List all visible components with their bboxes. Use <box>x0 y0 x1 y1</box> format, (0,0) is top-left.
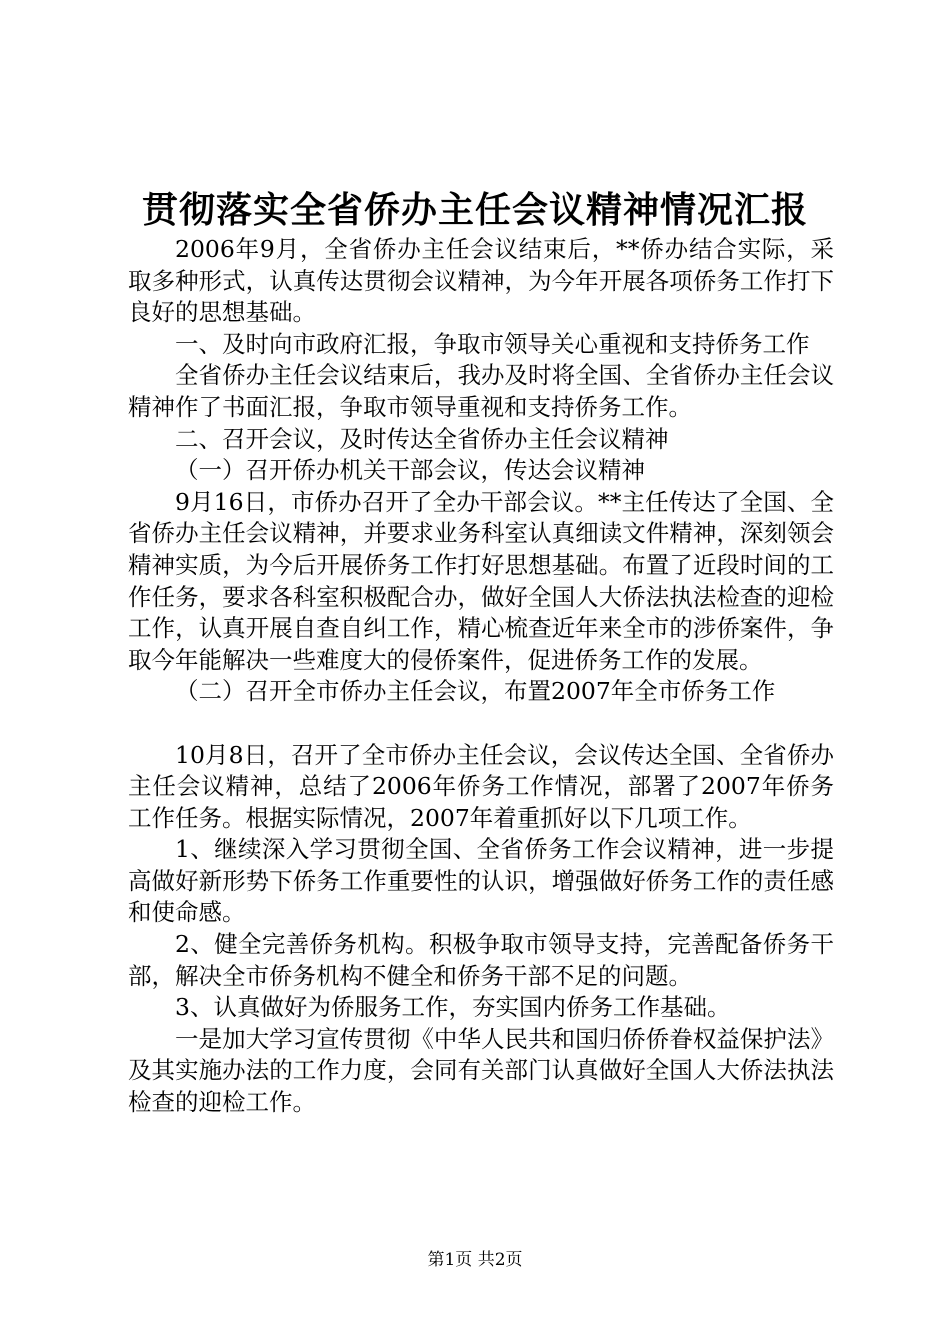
document-body <box>128 234 834 1119</box>
heading-subsection-2: （二）召开全市侨办主任会议，布置2007年全市侨务工作 <box>175 677 776 706</box>
paragraph-subsection-2: 10月8日，召开了全市侨办主任会议，会议传达全国、全省侨办主任会议精神，总结了2006年侨务工作情况，部署了2007年侨务工作任务。根据实际情况，2007年着重抓好以下几项工作。 <box>128 740 834 832</box>
document-title: 贯彻落实全省侨办主任会议精神情况汇报 <box>141 189 808 231</box>
paragraph-section-1: 全省侨办主任会议结束后，我办及时将全国、全省侨办主任会议精神作了书面汇报，争取市领导重视和支持侨务工作。 <box>128 361 834 421</box>
heading-section-1: 一、及时向市政府汇报，争取市领导关心重视和支持侨务工作 <box>175 329 810 358</box>
blank-line <box>128 708 834 740</box>
heading-subsection-1: （一）召开侨办机关干部会议，传达会议精神 <box>175 456 645 485</box>
paragraph-item-3-detail: 一是加大学习宣传贯彻《中华人民共和国归侨侨眷权益保护法》及其实施办法的工作力度，会同有关部门认真做好全国人大侨法执法检查的迎检工作。 <box>128 1024 834 1117</box>
list-item-3: 3、认真做好为侨服务工作，夯实国内侨务工作基础。 <box>175 993 731 1022</box>
page-footer: 第1页 共2页 <box>427 1250 523 1270</box>
list-item-1: 1、继续深入学习贯彻全国、全省侨务工作会议精神，进一步提高做好新形势下侨务工作重要性的认识，增强做好侨务工作的责任感和使命感。 <box>128 835 834 927</box>
list-item-2: 2、健全完善侨务机构。积极争取市领导支持，完善配备侨务干部，解决全市侨务机构不健全和侨务干部不足的问题。 <box>128 930 834 990</box>
heading-section-2: 二、召开会议，及时传达全省侨办主任会议精神 <box>175 424 669 453</box>
paragraph-intro: 2006年9月，全省侨办主任会议结束后，**侨办结合实际，采取多种形式，认真传达贯彻会议精神，为今年开展各项侨务工作打下良好的思想基础。 <box>128 235 834 327</box>
paragraph-subsection-1: 9月16日，市侨办召开了全办干部会议。**主任传达了全国、全省侨办主任会议精神，并要求业务科室认真细读文件精神，深刻领会精神实质，为今后开展侨务工作打好思想基础。布置了近段时间的工作任务，要求各科室积极配合办，做好全国人大侨法执法检查的迎检工作，认真开展自查自纠工作，精心梳查近年来全市的涉侨案件，争取今年能解决一些难度大的侵侨案件，促进侨务工作的发展。 <box>128 487 834 674</box>
